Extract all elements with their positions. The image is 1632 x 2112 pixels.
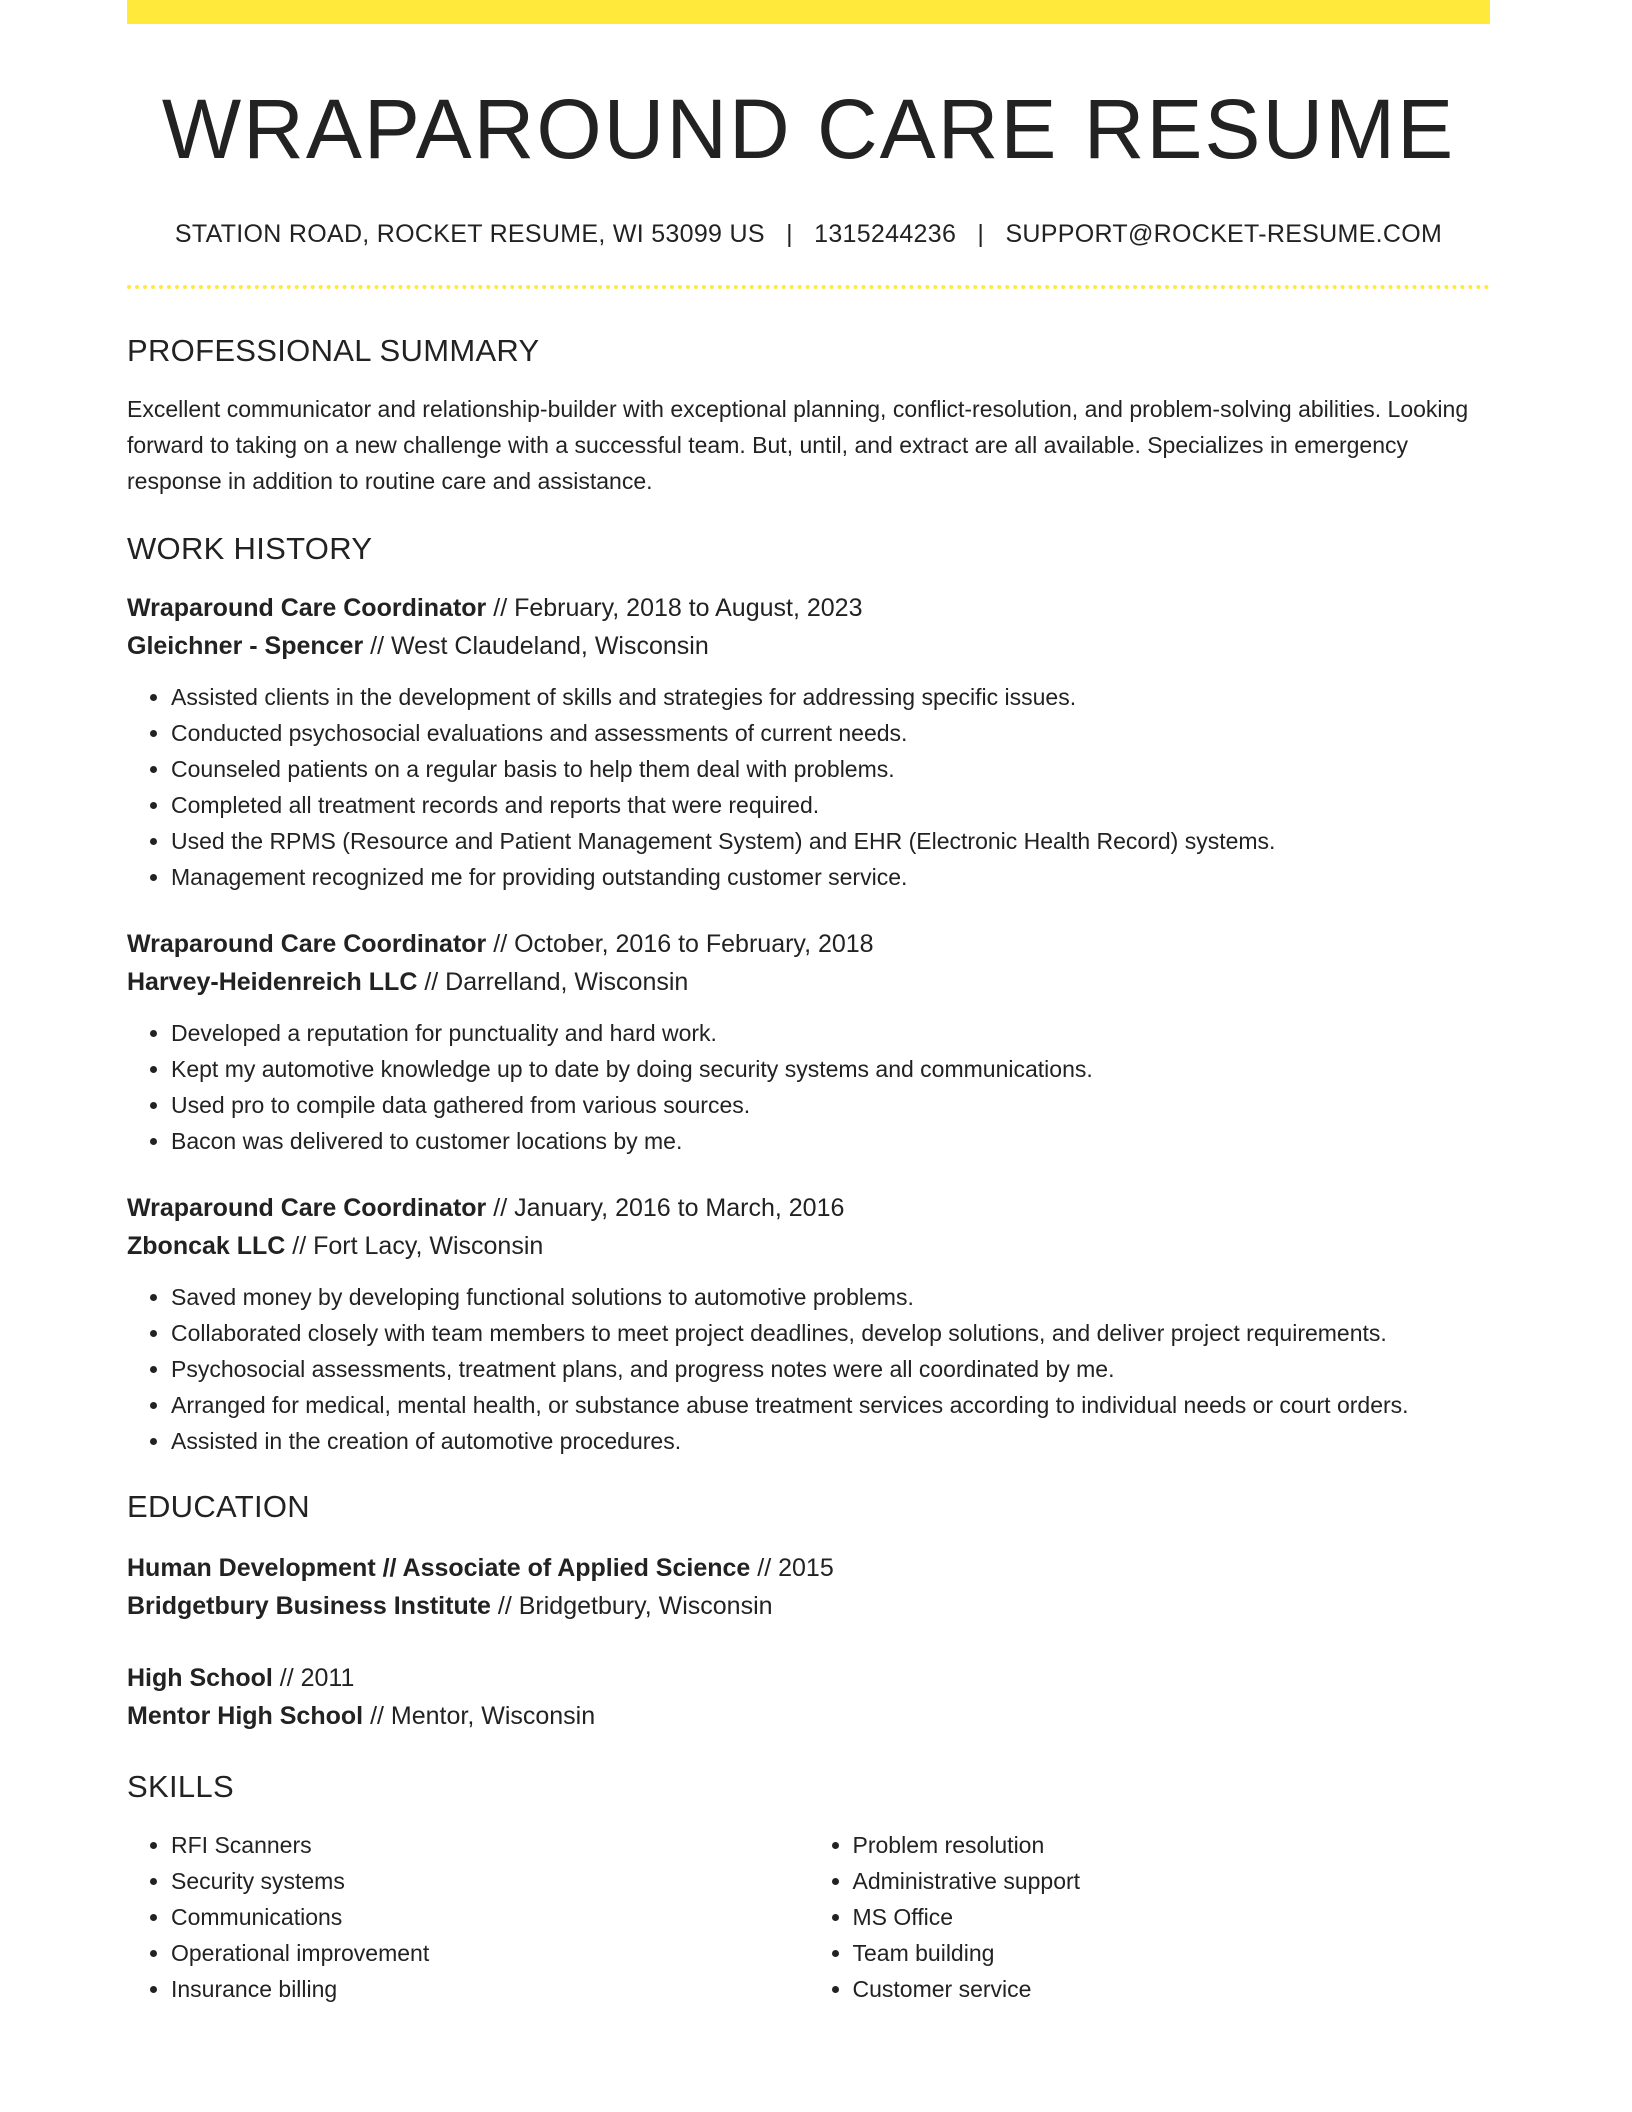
job-location: // Fort Lacy, Wisconsin [292,1231,544,1260]
education-location: // Bridgetbury, Wisconsin [497,1591,773,1620]
job-location: // Darrelland, Wisconsin [424,967,689,996]
job-company: Zboncak LLC [127,1231,286,1260]
work-history-heading: WORK HISTORY [127,530,373,566]
job-bullet: • Used pro to compile data gathered from various sources. [171,1087,1490,1123]
skill-item: • RFI Scanners [171,1827,809,1863]
job-bullet: • Collaborated closely with team members to meet project deadlines, develop solutions, and deliver project requirements. [171,1315,1490,1351]
education-school: Mentor High School [127,1701,364,1730]
resume-page [127,0,1490,2007]
education-school-line [127,1697,1490,1735]
job-bullet: • Counseled patients on a regular basis to help them deal with problems. [171,751,1490,787]
contact-separator: | [977,219,985,248]
job-company-line [127,1227,1490,1265]
job-bullet: • Completed all treatment records and reports that were required. [171,787,1490,823]
education-school-line [127,1587,1490,1625]
skills-column-right [809,1827,1491,2007]
education-degree: High School [127,1663,273,1692]
top-accent-bar [127,0,1490,24]
education-degree-line [127,1549,1490,1587]
job-company-line [127,627,1490,665]
job-bullet: • Assisted in the creation of automotive procedures. [171,1423,1490,1459]
education-location: // Mentor, Wisconsin [370,1701,596,1730]
job-entry [127,925,1490,1159]
job-bullet: • Used the RPMS (Resource and Patient Management System) and EHR (Electronic Health Record) systems. [171,823,1490,859]
resume-title: WRAPAROUND CARE RESUME [161,82,1456,176]
education-entry [127,1659,1490,1735]
job-company: Harvey-Heidenreich LLC [127,967,418,996]
job-bullet: • Psychosocial assessments, treatment plans, and progress notes were all coordinated by me. [171,1351,1490,1387]
job-title-line [127,1189,1490,1227]
job-bullet: • Conducted psychosocial evaluations and assessments of current needs. [171,715,1490,751]
job-bullet: • Kept my automotive knowledge up to date by doing security systems and communications. [171,1051,1490,1087]
job-dates: // October, 2016 to February, 2018 [493,929,874,958]
job-entry [127,1189,1490,1459]
summary-heading: PROFESSIONAL SUMMARY [127,332,540,368]
job-title: Wraparound Care Coordinator [127,593,487,622]
job-company: Gleichner - Spencer [127,631,364,660]
header-divider [127,285,1490,289]
skill-item: • Customer service [853,1971,1491,2007]
skill-item: • Security systems [171,1863,809,1899]
job-title-line [127,589,1490,627]
job-location: // West Claudeland, Wisconsin [370,631,709,660]
skills-grid [127,1827,1490,2007]
job-bullet: • Arranged for medical, mental health, or substance abuse treatment services according to individual needs or court orders. [171,1387,1490,1423]
job-title-line [127,925,1490,963]
contact-email: SUPPORT@ROCKET-RESUME.COM [1005,219,1443,248]
skill-item: • Problem resolution [853,1827,1491,1863]
education-heading: EDUCATION [127,1488,310,1524]
job-bullet: • Management recognized me for providing outstanding customer service. [171,859,1490,895]
contact-separator: | [786,219,793,248]
job-bullet: • Assisted clients in the development of skills and strategies for addressing specific issues. [171,679,1490,715]
job-bullets [127,1279,1490,1459]
job-bullet: • Developed a reputation for punctuality and hard work. [171,1015,1490,1051]
skill-item: • Team building [853,1935,1491,1971]
job-entry [127,589,1490,895]
education-school: Bridgetbury Business Institute [127,1591,491,1620]
summary-text: Excellent communicator and relationship-builder with exceptional planning, conflict-resolution, and problem-solving abilities. Looking forward to taking on a new challenge with a successful team. But, until, and extract are all available. Specializes in emergency response in addition to routine care and assistance. [127,395,1469,494]
job-bullet: • Bacon was delivered to customer locations by me. [171,1123,1490,1159]
job-company-line [127,963,1490,1001]
job-bullets [127,1015,1490,1159]
job-title: Wraparound Care Coordinator [127,929,487,958]
job-dates: // January, 2016 to March, 2016 [493,1193,845,1222]
contact-phone: 1315244236 [814,219,957,248]
job-bullets [127,679,1490,895]
job-title: Wraparound Care Coordinator [127,1193,487,1222]
skill-item: • Operational improvement [171,1935,809,1971]
education-degree: Human Development // Associate of Applied Science [127,1553,751,1582]
contact-address: STATION ROAD, ROCKET RESUME, WI 53099 US [174,219,765,248]
skill-item: • Administrative support [853,1863,1491,1899]
job-dates: // February, 2018 to August, 2023 [493,593,863,622]
skill-item: • MS Office [853,1899,1491,1935]
education-year: // 2011 [279,1663,355,1692]
skill-item: • Insurance billing [171,1971,809,2007]
job-bullet: • Saved money by developing functional solutions to automotive problems. [171,1279,1490,1315]
education-year: // 2015 [757,1553,834,1582]
education-entry [127,1549,1490,1625]
skill-item: • Communications [171,1899,809,1935]
skills-column-left [127,1827,809,2007]
contact-line [127,220,1490,249]
skills-heading: SKILLS [127,1768,234,1804]
education-degree-line [127,1659,1490,1697]
